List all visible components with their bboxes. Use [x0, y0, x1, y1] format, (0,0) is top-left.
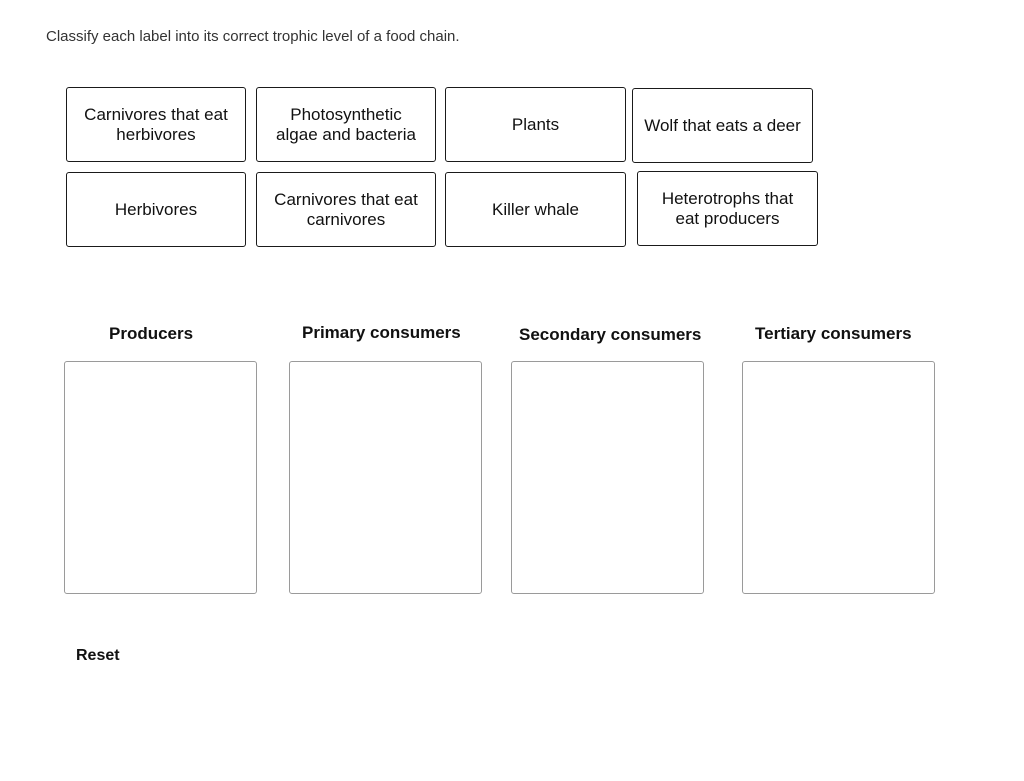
drop-zone-tertiary-consumers[interactable]: [742, 361, 935, 594]
label-card-killer-whale[interactable]: Killer whale: [445, 172, 626, 247]
drop-zone-primary-consumers[interactable]: [289, 361, 482, 594]
label-card-herbivores[interactable]: Herbivores: [66, 172, 246, 247]
label-card-wolf-eats-deer[interactable]: Wolf that eats a deer: [632, 88, 813, 163]
label-card-carnivores-eat-carnivores[interactable]: Carnivores that eat carnivores: [256, 172, 436, 247]
label-card-plants[interactable]: Plants: [445, 87, 626, 162]
drop-zone-secondary-consumers[interactable]: [511, 361, 704, 594]
category-header-tertiary-consumers: Tertiary consumers: [755, 324, 912, 343]
label-card-photosynthetic-algae[interactable]: Photosynthetic algae and bacteria: [256, 87, 436, 162]
category-header-primary-consumers: Primary consumers: [302, 323, 461, 342]
category-header-secondary-consumers: Secondary consumers: [519, 325, 702, 344]
label-card-heterotrophs-eat-producers[interactable]: Heterotrophs that eat producers: [637, 171, 818, 246]
category-header-producers: Producers: [109, 324, 194, 343]
reset-button[interactable]: Reset: [76, 647, 120, 664]
instructions-text: Classify each label into its correct trophic level of a food chain.: [46, 28, 460, 45]
label-card-carnivores-eat-herbivores[interactable]: Carnivores that eat herbivores: [66, 87, 246, 162]
drop-zone-producers[interactable]: [64, 361, 257, 594]
